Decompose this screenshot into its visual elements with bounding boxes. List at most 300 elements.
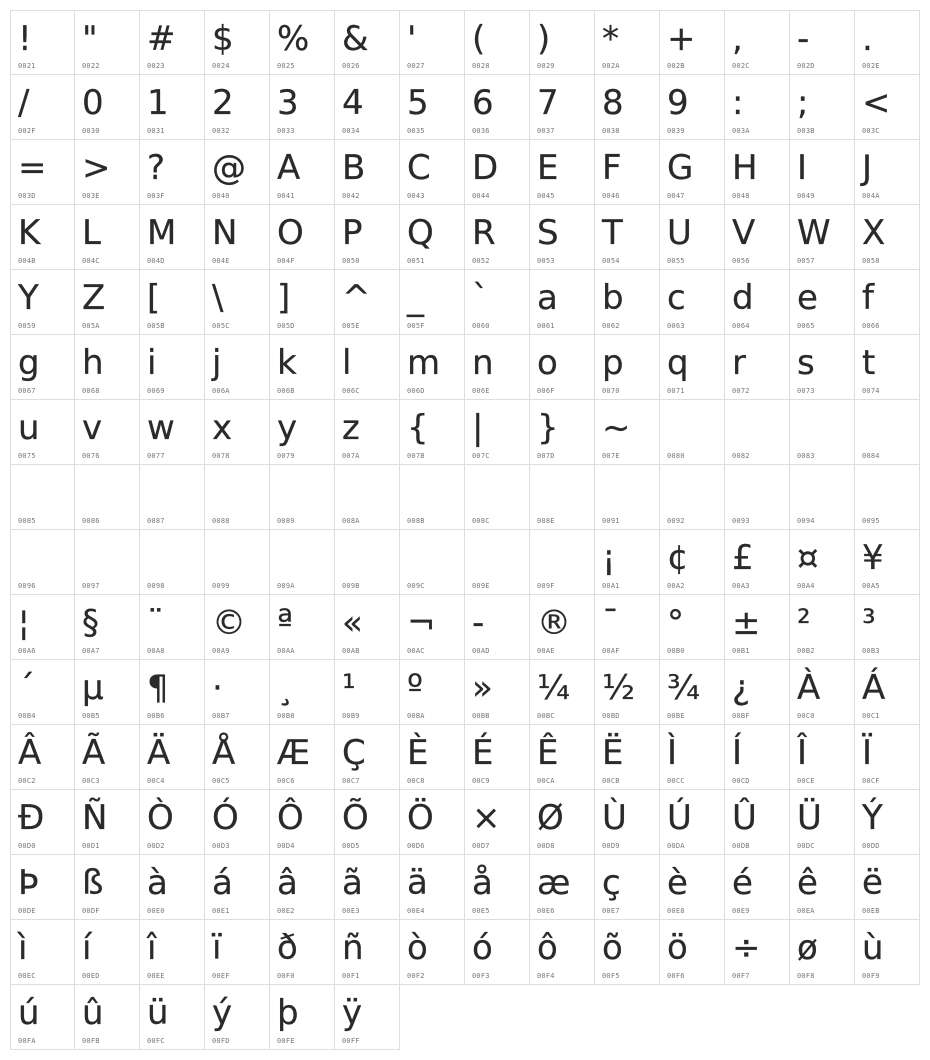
glyph-code: 007C <box>472 452 490 460</box>
glyph-cell <box>660 140 725 205</box>
glyph-code: 005E <box>342 322 360 330</box>
glyph-cell <box>530 660 595 725</box>
glyph-cell <box>855 920 920 985</box>
glyph-cell <box>595 75 660 140</box>
glyph-cell <box>10 270 75 335</box>
glyph-char: â <box>277 863 298 903</box>
glyph-char: Ý <box>862 798 883 838</box>
glyph-code: 0064 <box>732 322 750 330</box>
glyph-char: V <box>732 213 756 253</box>
glyph-cell <box>10 985 75 1050</box>
glyph-char: 2 <box>212 83 234 123</box>
glyph-code: 00CE <box>797 777 815 785</box>
glyph-cell <box>140 465 205 530</box>
glyph-cell <box>595 270 660 335</box>
glyph-char: _ <box>407 278 424 318</box>
glyph-code: 0049 <box>797 192 815 200</box>
glyph-grid <box>10 10 920 1050</box>
glyph-cell <box>10 725 75 790</box>
glyph-code: 0089 <box>277 517 295 525</box>
glyph-char: u <box>18 408 40 448</box>
glyph-code: 0026 <box>342 62 360 70</box>
glyph-char: Í <box>732 733 743 773</box>
glyph-char: ë <box>862 863 883 903</box>
glyph-code: 0057 <box>797 257 815 265</box>
glyph-code: 00FC <box>147 1037 165 1045</box>
glyph-code: 00EF <box>212 972 230 980</box>
glyph-char: 8 <box>602 83 624 123</box>
glyph-cell <box>400 660 465 725</box>
glyph-cell <box>140 985 205 1050</box>
glyph-char: Æ <box>277 733 311 773</box>
glyph-cell <box>270 790 335 855</box>
glyph-char: ) <box>537 19 551 59</box>
glyph-cell <box>855 660 920 725</box>
glyph-code: 009A <box>277 582 295 590</box>
glyph-code: 00D3 <box>212 842 230 850</box>
glyph-cell <box>400 75 465 140</box>
glyph-code: 0062 <box>602 322 620 330</box>
glyph-cell <box>75 660 140 725</box>
glyph-char: m <box>407 343 441 383</box>
glyph-cell <box>790 205 855 270</box>
glyph-code: 007D <box>537 452 555 460</box>
glyph-cell <box>270 270 335 335</box>
glyph-code: 0061 <box>537 322 555 330</box>
glyph-code: 0053 <box>537 257 555 265</box>
glyph-cell <box>140 10 205 75</box>
glyph-char: ß <box>82 863 104 903</box>
glyph-char: ¼ <box>537 668 570 708</box>
glyph-cell <box>855 855 920 920</box>
glyph-char: ¾ <box>667 668 700 708</box>
glyph-char: + <box>667 19 696 59</box>
glyph-cell <box>790 140 855 205</box>
glyph-cell <box>595 595 660 660</box>
glyph-cell <box>725 790 790 855</box>
glyph-char: ¸ <box>277 668 294 708</box>
glyph-code: 0097 <box>82 582 100 590</box>
glyph-cell <box>855 725 920 790</box>
glyph-cell <box>725 530 790 595</box>
glyph-code: 00F1 <box>342 972 360 980</box>
glyph-code: 00E4 <box>407 907 425 915</box>
glyph-char: ° <box>667 603 684 643</box>
glyph-cell <box>400 335 465 400</box>
glyph-cell <box>335 75 400 140</box>
glyph-code: 0058 <box>862 257 880 265</box>
glyph-cell <box>530 400 595 465</box>
glyph-char: õ <box>602 928 623 968</box>
glyph-code: 0076 <box>82 452 100 460</box>
glyph-code: 0051 <box>407 257 425 265</box>
glyph-cell <box>140 75 205 140</box>
glyph-char: Å <box>212 733 236 773</box>
glyph-cell <box>335 530 400 595</box>
glyph-char: : <box>732 83 744 123</box>
glyph-cell <box>595 530 660 595</box>
glyph-char: Ä <box>147 733 171 773</box>
glyph-char: ª <box>277 603 294 643</box>
glyph-code: 00A9 <box>212 647 230 655</box>
glyph-code: 0091 <box>602 517 620 525</box>
glyph-code: 00A2 <box>667 582 685 590</box>
glyph-code: 0099 <box>212 582 230 590</box>
glyph-cell <box>465 400 530 465</box>
glyph-code: 00F7 <box>732 972 750 980</box>
glyph-code: 0095 <box>862 517 880 525</box>
glyph-code: 00C3 <box>82 777 100 785</box>
glyph-char: G <box>667 148 694 188</box>
glyph-cell <box>790 725 855 790</box>
glyph-char: Q <box>407 213 434 253</box>
glyph-cell <box>335 205 400 270</box>
glyph-cell <box>205 855 270 920</box>
glyph-code: 00EB <box>862 907 880 915</box>
glyph-code: 00BC <box>537 712 555 720</box>
glyph-code: 00F2 <box>407 972 425 980</box>
glyph-code: 00D7 <box>472 842 490 850</box>
glyph-code: 00BA <box>407 712 425 720</box>
glyph-cell <box>10 595 75 660</box>
glyph-char: Ñ <box>82 798 108 838</box>
glyph-char: " <box>82 19 98 59</box>
glyph-char: ê <box>797 863 818 903</box>
glyph-char: º <box>407 668 424 708</box>
glyph-code: 0080 <box>667 452 685 460</box>
glyph-code: 00B3 <box>862 647 880 655</box>
glyph-cell <box>75 205 140 270</box>
glyph-char: Z <box>82 278 106 318</box>
glyph-code: 0046 <box>602 192 620 200</box>
glyph-code: 0092 <box>667 517 685 525</box>
glyph-code: 00A7 <box>82 647 100 655</box>
glyph-cell <box>725 270 790 335</box>
glyph-cell <box>335 790 400 855</box>
glyph-code: 00F3 <box>472 972 490 980</box>
glyph-char: c <box>667 278 686 318</box>
glyph-char: r <box>732 343 746 383</box>
glyph-cell <box>270 725 335 790</box>
glyph-char: Ë <box>602 733 624 773</box>
glyph-char: A <box>277 148 301 188</box>
glyph-cell <box>140 660 205 725</box>
glyph-code: 005F <box>407 322 425 330</box>
glyph-char: ç <box>602 863 621 903</box>
glyph-code: 00D1 <box>82 842 100 850</box>
glyph-code: 00E5 <box>472 907 490 915</box>
glyph-char: Y <box>18 278 39 318</box>
glyph-code: 005D <box>277 322 295 330</box>
glyph-cell <box>725 10 790 75</box>
glyph-code: 0038 <box>602 127 620 135</box>
glyph-code: 0037 <box>537 127 555 135</box>
glyph-cell <box>270 595 335 660</box>
glyph-code: 00F5 <box>602 972 620 980</box>
glyph-char: } <box>537 408 559 448</box>
glyph-code: 0069 <box>147 387 165 395</box>
glyph-cell <box>205 75 270 140</box>
glyph-code: 0067 <box>18 387 36 395</box>
glyph-char: × <box>472 798 501 838</box>
glyph-cell <box>855 335 920 400</box>
glyph-code: 00A6 <box>18 647 36 655</box>
glyph-code: 003C <box>862 127 880 135</box>
glyph-char: Ü <box>797 798 822 838</box>
glyph-code: 006F <box>537 387 555 395</box>
glyph-code: 0036 <box>472 127 490 135</box>
glyph-code: 006D <box>407 387 425 395</box>
glyph-cell <box>140 790 205 855</box>
glyph-cell <box>790 790 855 855</box>
glyph-cell <box>725 660 790 725</box>
glyph-cell <box>530 335 595 400</box>
glyph-code: 00CB <box>602 777 620 785</box>
glyph-cell <box>790 530 855 595</box>
glyph-char: ø <box>797 928 818 968</box>
glyph-char: ´ <box>18 668 35 708</box>
glyph-cell <box>660 205 725 270</box>
glyph-cell <box>725 400 790 465</box>
glyph-cell <box>205 205 270 270</box>
glyph-cell <box>725 465 790 530</box>
glyph-code: 004E <box>212 257 230 265</box>
glyph-char: ÷ <box>732 928 761 968</box>
glyph-code: 00E2 <box>277 907 295 915</box>
glyph-code: 008C <box>472 517 490 525</box>
glyph-code: 00DC <box>797 842 815 850</box>
glyph-cell <box>270 855 335 920</box>
glyph-cell <box>205 725 270 790</box>
glyph-code: 00CF <box>862 777 880 785</box>
glyph-cell <box>790 400 855 465</box>
glyph-code: 003B <box>797 127 815 135</box>
glyph-char: J <box>862 148 873 188</box>
glyph-code: 0068 <box>82 387 100 395</box>
glyph-cell <box>10 205 75 270</box>
glyph-cell <box>75 400 140 465</box>
glyph-char: î <box>147 928 157 968</box>
glyph-char: 6 <box>472 83 494 123</box>
glyph-cell <box>10 530 75 595</box>
glyph-cell <box>140 725 205 790</box>
glyph-char: Õ <box>342 798 369 838</box>
glyph-cell <box>140 400 205 465</box>
glyph-cell <box>855 400 920 465</box>
glyph-char: $ <box>212 19 234 59</box>
glyph-char: ¥ <box>862 538 884 578</box>
glyph-code: 005B <box>147 322 165 330</box>
glyph-char: l <box>342 343 352 383</box>
glyph-code: 00C8 <box>407 777 425 785</box>
glyph-char: E <box>537 148 559 188</box>
glyph-char: 3 <box>277 83 299 123</box>
glyph-code: 0039 <box>667 127 685 135</box>
glyph-code: 0027 <box>407 62 425 70</box>
glyph-char: 0 <box>82 83 104 123</box>
glyph-cell <box>75 790 140 855</box>
glyph-cell <box>465 465 530 530</box>
glyph-code: 00B1 <box>732 647 750 655</box>
glyph-cell <box>75 10 140 75</box>
glyph-cell <box>270 205 335 270</box>
glyph-char: < <box>862 83 891 123</box>
glyph-cell <box>530 595 595 660</box>
glyph-code: 0096 <box>18 582 36 590</box>
glyph-cell <box>855 10 920 75</box>
glyph-code: 00DD <box>862 842 880 850</box>
glyph-char: ? <box>147 148 166 188</box>
glyph-cell <box>725 855 790 920</box>
glyph-cell <box>270 400 335 465</box>
glyph-cell <box>660 725 725 790</box>
glyph-char: ¨ <box>147 603 164 643</box>
glyph-char: é <box>732 863 753 903</box>
glyph-cell <box>400 790 465 855</box>
glyph-code: 00C4 <box>147 777 165 785</box>
glyph-cell <box>205 660 270 725</box>
glyph-code: 003D <box>18 192 36 200</box>
glyph-code: 00E1 <box>212 907 230 915</box>
glyph-char: R <box>472 213 496 253</box>
glyph-code: 00AD <box>472 647 490 655</box>
glyph-char: æ <box>537 863 571 903</box>
glyph-char: ¶ <box>147 668 169 708</box>
glyph-code: 0074 <box>862 387 880 395</box>
glyph-char: p <box>602 343 624 383</box>
glyph-char: w <box>147 408 175 448</box>
glyph-cell <box>335 10 400 75</box>
glyph-code: 006E <box>472 387 490 395</box>
glyph-char: ð <box>277 928 298 968</box>
glyph-code: 00AB <box>342 647 360 655</box>
glyph-code: 00FD <box>212 1037 230 1045</box>
glyph-char: ¿ <box>732 668 751 708</box>
glyph-char: ` <box>472 278 489 318</box>
glyph-cell <box>790 660 855 725</box>
glyph-cell <box>205 270 270 335</box>
glyph-cell <box>465 725 530 790</box>
glyph-code: 00E8 <box>667 907 685 915</box>
glyph-code: 00C9 <box>472 777 490 785</box>
glyph-char: n <box>472 343 494 383</box>
glyph-code: 00AF <box>602 647 620 655</box>
glyph-code: 002F <box>18 127 36 135</box>
glyph-cell <box>855 140 920 205</box>
glyph-char: e <box>797 278 818 318</box>
glyph-cell <box>725 595 790 660</box>
glyph-cell <box>270 10 335 75</box>
glyph-cell <box>10 400 75 465</box>
glyph-cell <box>595 790 660 855</box>
glyph-code: 00BE <box>667 712 685 720</box>
glyph-code: 0029 <box>537 62 555 70</box>
glyph-cell <box>10 10 75 75</box>
glyph-cell <box>10 465 75 530</box>
glyph-cell <box>140 595 205 660</box>
glyph-code: 0023 <box>147 62 165 70</box>
glyph-cell <box>660 465 725 530</box>
glyph-code: 004F <box>277 257 295 265</box>
glyph-code: 003F <box>147 192 165 200</box>
glyph-code: 0077 <box>147 452 165 460</box>
glyph-cell <box>335 920 400 985</box>
glyph-char: Ù <box>602 798 627 838</box>
glyph-cell <box>10 335 75 400</box>
glyph-char: K <box>18 213 41 253</box>
glyph-cell <box>855 530 920 595</box>
glyph-code: 00CD <box>732 777 750 785</box>
glyph-cell <box>660 660 725 725</box>
glyph-cell <box>465 75 530 140</box>
glyph-char: C <box>407 148 431 188</box>
glyph-char: f <box>862 278 874 318</box>
glyph-code: 003A <box>732 127 750 135</box>
glyph-char: ¡ <box>602 538 616 578</box>
glyph-cell <box>530 790 595 855</box>
glyph-code: 0056 <box>732 257 750 265</box>
glyph-code: 009E <box>472 582 490 590</box>
glyph-char: * <box>602 19 619 59</box>
glyph-cell <box>530 855 595 920</box>
glyph-code: 009B <box>342 582 360 590</box>
glyph-char: ã <box>342 863 363 903</box>
glyph-cell <box>465 530 530 595</box>
glyph-cell <box>595 660 660 725</box>
glyph-cell <box>75 920 140 985</box>
glyph-cell <box>465 335 530 400</box>
glyph-cell <box>530 920 595 985</box>
glyph-cell <box>660 530 725 595</box>
glyph-char: 1 <box>147 83 169 123</box>
glyph-cell <box>270 985 335 1050</box>
glyph-char: ¬ <box>407 603 436 643</box>
glyph-code: 00AC <box>407 647 425 655</box>
glyph-cell <box>660 335 725 400</box>
glyph-code: 0021 <box>18 62 36 70</box>
glyph-code: 003E <box>82 192 100 200</box>
glyph-cell <box>335 400 400 465</box>
glyph-code: 002C <box>732 62 750 70</box>
glyph-code: 0042 <box>342 192 360 200</box>
glyph-char: t <box>862 343 876 383</box>
glyph-cell <box>140 920 205 985</box>
glyph-cell <box>855 75 920 140</box>
glyph-cell <box>725 75 790 140</box>
glyph-code: 0063 <box>667 322 685 330</box>
glyph-cell <box>790 335 855 400</box>
glyph-cell <box>205 790 270 855</box>
glyph-code: 00BF <box>732 712 750 720</box>
glyph-code: 00ED <box>82 972 100 980</box>
glyph-char: ä <box>407 863 428 903</box>
glyph-code: 0050 <box>342 257 360 265</box>
glyph-code: 00D0 <box>18 842 36 850</box>
glyph-cell <box>400 270 465 335</box>
glyph-cell <box>10 660 75 725</box>
glyph-cell <box>75 985 140 1050</box>
glyph-char: - <box>472 603 485 643</box>
glyph-code: 00E0 <box>147 907 165 915</box>
glyph-char: þ <box>277 993 299 1033</box>
glyph-code: 00FF <box>342 1037 360 1045</box>
glyph-char: y <box>277 408 298 448</box>
glyph-code: 00A3 <box>732 582 750 590</box>
glyph-code: 008E <box>537 517 555 525</box>
glyph-cell <box>790 595 855 660</box>
glyph-char: è <box>667 863 688 903</box>
glyph-cell <box>205 530 270 595</box>
